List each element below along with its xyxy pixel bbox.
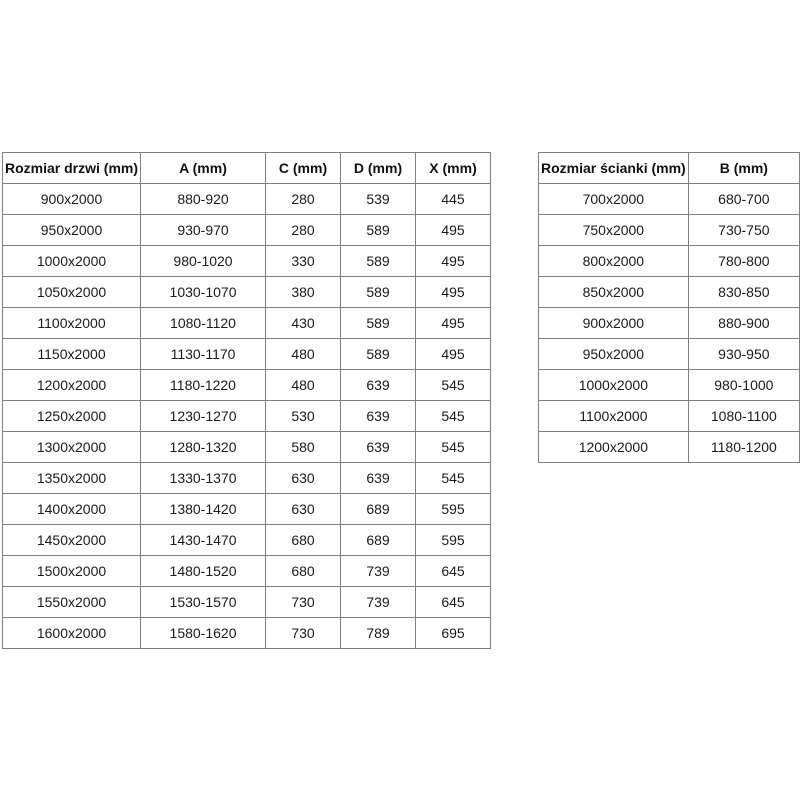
cell: 280	[266, 184, 341, 215]
table-row	[3, 494, 491, 525]
column-header: Rozmiar ścianki (mm)	[539, 153, 689, 184]
column-header: D (mm)	[341, 153, 416, 184]
wall-sizes-table	[538, 152, 800, 463]
table-row	[539, 215, 800, 246]
table-row	[539, 339, 800, 370]
cell: 595	[416, 494, 491, 525]
cell: 900x2000	[539, 308, 689, 339]
table-row	[3, 184, 491, 215]
cell: 1200x2000	[3, 370, 141, 401]
cell: 1030-1070	[141, 277, 266, 308]
table-row	[539, 246, 800, 277]
cell: 739	[341, 587, 416, 618]
cell: 980-1020	[141, 246, 266, 277]
cell: 539	[341, 184, 416, 215]
cell: 545	[416, 432, 491, 463]
cell: 680	[266, 525, 341, 556]
cell: 1180-1200	[688, 432, 799, 463]
cell: 1150x2000	[3, 339, 141, 370]
cell: 1100x2000	[539, 401, 689, 432]
header-row	[539, 153, 800, 184]
cell: 689	[341, 494, 416, 525]
table-row	[3, 339, 491, 370]
table-row	[539, 184, 800, 215]
cell: 530	[266, 401, 341, 432]
table-row	[3, 246, 491, 277]
cell: 1530-1570	[141, 587, 266, 618]
cell: 1180-1220	[141, 370, 266, 401]
cell: 589	[341, 277, 416, 308]
cell: 730	[266, 587, 341, 618]
cell: 495	[416, 246, 491, 277]
cell: 589	[341, 246, 416, 277]
cell: 950x2000	[3, 215, 141, 246]
table-row	[539, 308, 800, 339]
column-header: X (mm)	[416, 153, 491, 184]
cell: 880-920	[141, 184, 266, 215]
cell: 1600x2000	[3, 618, 141, 649]
cell: 545	[416, 463, 491, 494]
table-row	[3, 432, 491, 463]
cell: 950x2000	[539, 339, 689, 370]
cell: 1450x2000	[3, 525, 141, 556]
table-row	[3, 587, 491, 618]
cell: 639	[341, 370, 416, 401]
cell: 1200x2000	[539, 432, 689, 463]
table-row	[539, 401, 800, 432]
cell: 789	[341, 618, 416, 649]
cell: 1000x2000	[539, 370, 689, 401]
table-row	[3, 308, 491, 339]
cell: 730-750	[688, 215, 799, 246]
cell: 1500x2000	[3, 556, 141, 587]
cell: 930-950	[688, 339, 799, 370]
cell: 730	[266, 618, 341, 649]
cell: 1300x2000	[3, 432, 141, 463]
column-header: Rozmiar drzwi (mm)	[3, 153, 141, 184]
cell: 639	[341, 432, 416, 463]
cell: 445	[416, 184, 491, 215]
cell: 1380-1420	[141, 494, 266, 525]
column-header: B (mm)	[688, 153, 799, 184]
cell: 480	[266, 370, 341, 401]
cell: 750x2000	[539, 215, 689, 246]
table-row	[3, 618, 491, 649]
table-row	[3, 401, 491, 432]
cell: 1250x2000	[3, 401, 141, 432]
cell: 1280-1320	[141, 432, 266, 463]
table-row	[3, 525, 491, 556]
cell: 330	[266, 246, 341, 277]
table-row	[539, 432, 800, 463]
cell: 545	[416, 401, 491, 432]
cell: 689	[341, 525, 416, 556]
cell: 595	[416, 525, 491, 556]
cell: 589	[341, 339, 416, 370]
cell: 700x2000	[539, 184, 689, 215]
cell: 495	[416, 277, 491, 308]
table-row	[3, 463, 491, 494]
cell: 980-1000	[688, 370, 799, 401]
cell: 1130-1170	[141, 339, 266, 370]
cell: 580	[266, 432, 341, 463]
cell: 830-850	[688, 277, 799, 308]
table-row	[3, 370, 491, 401]
cell: 1550x2000	[3, 587, 141, 618]
cell: 430	[266, 308, 341, 339]
cell: 880-900	[688, 308, 799, 339]
cell: 280	[266, 215, 341, 246]
cell: 1480-1520	[141, 556, 266, 587]
cell: 589	[341, 308, 416, 339]
cell: 1400x2000	[3, 494, 141, 525]
cell: 495	[416, 308, 491, 339]
cell: 680-700	[688, 184, 799, 215]
cell: 545	[416, 370, 491, 401]
table-row	[3, 277, 491, 308]
cell: 630	[266, 494, 341, 525]
cell: 1050x2000	[3, 277, 141, 308]
cell: 639	[341, 463, 416, 494]
cell: 639	[341, 401, 416, 432]
cell: 1350x2000	[3, 463, 141, 494]
cell: 780-800	[688, 246, 799, 277]
cell: 495	[416, 339, 491, 370]
cell: 1080-1120	[141, 308, 266, 339]
cell: 900x2000	[3, 184, 141, 215]
cell: 630	[266, 463, 341, 494]
cell: 645	[416, 587, 491, 618]
cell: 1230-1270	[141, 401, 266, 432]
cell: 800x2000	[539, 246, 689, 277]
column-header: C (mm)	[266, 153, 341, 184]
cell: 495	[416, 215, 491, 246]
cell: 1000x2000	[3, 246, 141, 277]
cell: 645	[416, 556, 491, 587]
cell: 850x2000	[539, 277, 689, 308]
cell: 930-970	[141, 215, 266, 246]
cell: 1080-1100	[688, 401, 799, 432]
table-row	[539, 277, 800, 308]
cell: 1430-1470	[141, 525, 266, 556]
cell: 739	[341, 556, 416, 587]
table-row	[539, 370, 800, 401]
cell: 1580-1620	[141, 618, 266, 649]
cell: 1330-1370	[141, 463, 266, 494]
door-sizes-table	[2, 152, 491, 649]
table-row	[3, 556, 491, 587]
cell: 589	[341, 215, 416, 246]
cell: 695	[416, 618, 491, 649]
cell: 1100x2000	[3, 308, 141, 339]
header-row	[3, 153, 491, 184]
cell: 480	[266, 339, 341, 370]
cell: 680	[266, 556, 341, 587]
column-header: A (mm)	[141, 153, 266, 184]
table-row	[3, 215, 491, 246]
cell: 380	[266, 277, 341, 308]
